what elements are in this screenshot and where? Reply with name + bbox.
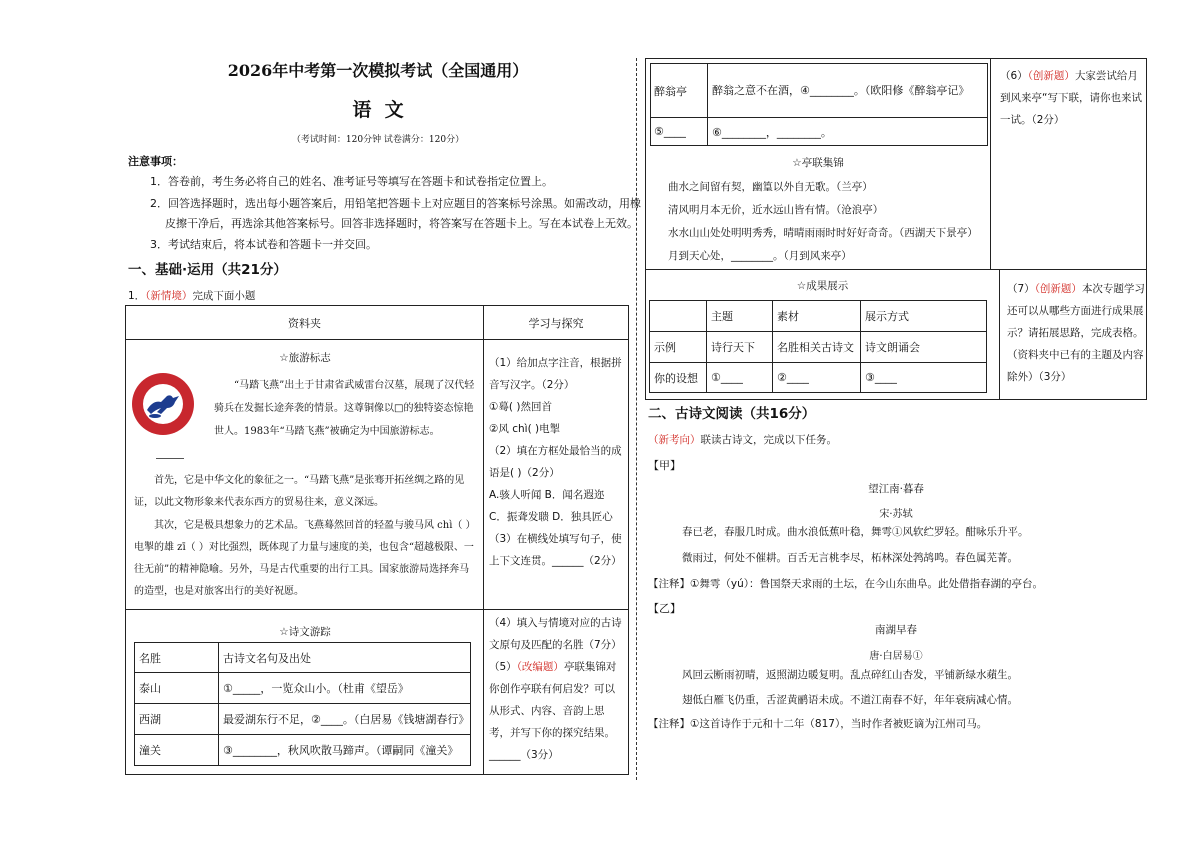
ting-block: [645, 58, 1147, 270]
notice-item-3: 3．考试结束后，将本试卷和答题卡一并交回。: [150, 238, 377, 251]
poem-tour-site-3: 潼关: [135, 735, 219, 766]
section2-tag: （新考向）: [648, 434, 701, 446]
task-7-number: （7）: [1007, 283, 1035, 295]
couplet-line-1: 曲水之间留有契，幽篁以外自无歌。（兰亭）: [668, 181, 873, 193]
section2-intro-text: 联读古诗文，完成以下任务。: [700, 434, 837, 446]
task-7[interactable]: [1007, 278, 1145, 388]
notice-item-2-cont: 皮擦干净后，再选涂其他答案标号。回答非选择题时，将答案写在答题卡上。写在本试卷上无效。: [165, 217, 638, 230]
result-header-blank: [650, 301, 707, 332]
travel-para-3: 其次，它是极具想象力的艺术品。飞燕蓦然回首的轻盈与骏马风 chì（ ）电掣的雄 zī（ ）对比强烈，既体现了力量与速度的美，也包含“超越极限、一往无前”的精神隐喻。另外，马是古代重要的出行工具。国家旅游局选择奔马的造型，也是对旅客出行的美好祝愿。: [134, 520, 476, 597]
couplet-line-4[interactable]: 月到天心处，________。（月到风来亭）: [668, 250, 852, 262]
task-2-options-ab: A.骇人听闻 B．闻名遐迩: [489, 489, 605, 501]
result-header-material: 素材: [773, 301, 861, 332]
couplet-line-2: 清风明月本无价，近水远山皆有情。（沧浪亭）: [668, 204, 884, 216]
section1-title: 一、基础·运用（共21分）: [128, 262, 287, 278]
yi-author: 唐·白居易①: [869, 651, 923, 662]
ting-site-1: 醉翁亭: [651, 64, 708, 118]
notice-label: 注意事项：: [128, 155, 183, 168]
task-6-tag: （创新题）: [1027, 70, 1075, 82]
poem-tour-site-1: 泰山: [135, 673, 219, 704]
q1-stem: [128, 288, 255, 303]
jia-line-2: 微雨过，何处不催耕。百舌无言桃李尽，柘林深处鹁鸪鸣。春色属芜菁。: [682, 552, 1018, 564]
exam-info: （考试时间：120分钟 试卷满分：120分）: [291, 135, 465, 145]
travel-para-2: 首先，它是中华文化的象征之一。“马踏飞燕”是张骞开拓丝绸之路的见证，以此文物形象来代表东西方的贸易往来，意义深远。: [134, 475, 465, 508]
result-idea-method[interactable]: ③____: [861, 363, 987, 393]
result-header-theme: 主题: [707, 301, 773, 332]
task-1b[interactable]: ②风 chì( )电掣: [489, 423, 561, 435]
q1-number: 1．: [128, 290, 146, 302]
task-5-number: （5）: [489, 661, 517, 673]
task-3[interactable]: （3）在横线处填写句子，使上下文连贯。______（2分）: [489, 533, 622, 567]
col-header-materials: 资料夹: [126, 306, 484, 340]
result-example-material: 名胜相关古诗文: [773, 332, 861, 363]
yi-title: 南湖早春: [875, 624, 917, 636]
task-5[interactable]: [489, 656, 623, 766]
tasks-bottom-cell: [484, 610, 628, 774]
travel-logo-cell: [126, 340, 484, 610]
tasks-top-cell: [484, 340, 628, 610]
task-1a[interactable]: ①蓦( )然回首: [489, 401, 552, 413]
poem-tour-site-2: 西湖: [135, 704, 219, 735]
task-2-options-cd: C．振聋发聩 D．独具匠心: [489, 511, 613, 523]
notice-item-1: 1．答卷前，考生务必将自己的姓名、准考证号等填写在答题卡和试卷指定位置上。: [150, 175, 553, 188]
ting-quote-1[interactable]: 醉翁之意不在酒，④________。（欧阳修《醉翁亭记》: [708, 64, 988, 118]
poem-tour-quote-2[interactable]: 最爱湖东行不足，②____。（白居易《钱塘湖春行》: [219, 704, 471, 735]
travel-title: ☆旅游标志: [279, 352, 331, 364]
ting-site-2[interactable]: ⑤____: [651, 118, 708, 146]
page-divider: [636, 58, 637, 780]
task-6-text: 大家尝试给月到风来亭“写下联，请你也来试一试。（2分）: [1000, 70, 1142, 126]
jia-title: 望江南·暮春: [868, 483, 924, 495]
col-header-study: 学习与探究: [484, 306, 628, 340]
result-idea-material[interactable]: ②____: [773, 363, 861, 393]
result-block: [645, 270, 1147, 400]
exam-title: 2026年中考第一次模拟考试（全国通用）: [227, 61, 529, 80]
poem-tour-header-quote: 古诗文名句及出处: [219, 643, 471, 673]
ting-quote-2[interactable]: ⑥________，________。: [708, 118, 988, 146]
yi-line-2: 翅低白雁飞仍重，舌涩黄鹂语未成。不道江南春不好，年年衰病减心情。: [682, 694, 1018, 706]
result-example-theme: 诗行天下: [707, 332, 773, 363]
task-6-number: （6）: [1000, 70, 1028, 82]
notice-item-2: 2．回答选择题时，选出每小题答案后，用铅笔把答题卡上对应题目的答案标号涂黑。如需改动，用橡: [150, 197, 641, 210]
jia-author: 宋·苏轼: [879, 509, 913, 520]
material-table: [125, 305, 629, 775]
result-right-divider: [999, 270, 1000, 399]
ting-right-divider: [990, 59, 991, 269]
result-example-method: 诗文朗诵会: [861, 332, 987, 363]
task-5-text: 亭联集锦对你创作亭联有何启发？可以从形式、内容、音韵上思考，并写下你的探究结果。______（3分）: [489, 661, 617, 761]
task-7-text: 本次专题学习还可以从哪些方面进行成果展示？请拓展思路，完成表格。（资料夹中已有的主题及内容除外）（3分）: [1007, 283, 1145, 383]
task-7-tag: （创新题）: [1034, 283, 1082, 295]
task-2: （2）填在方框处最恰当的成语是( )（2分）: [489, 445, 622, 479]
couplet-line-3: 水水山山处处明明秀秀，晴晴雨雨时时好好奇奇。（西湖天下景亭）: [668, 227, 978, 239]
q1-text: 完成下面小题: [192, 290, 256, 302]
jia-label: 【甲】: [648, 459, 681, 472]
task-1: （1）给加点字注音，根据拼音写汉字。（2分）: [489, 357, 622, 391]
section2-title: 二、古诗文阅读（共16分）: [648, 406, 816, 422]
poem-tour-header-site: 名胜: [135, 643, 219, 673]
result-idea-label: 你的设想: [650, 363, 707, 393]
task-5-tag: （改编题）: [516, 661, 564, 673]
jia-note: 【注释】①舞雩（yú）：鲁国祭天求雨的土坛，在今山东曲阜。此处借指春湖的亭台。: [648, 578, 1044, 590]
yi-label: 【乙】: [648, 602, 681, 615]
travel-para-1: “马踏飞燕”出土于甘肃省武威雷台汉墓，展现了汉代轻骑兵在发掘长途奔袭的情景。这尊铜像以□的独特姿态惊艳世人。1983年“马踏飞燕”被确定为中国旅游标志。: [214, 380, 475, 437]
couplet-title: ☆亭联集锦: [792, 157, 844, 169]
yi-note: 【注释】①这首诗作于元和十二年（817），当时作者被贬谪为江州司马。: [648, 718, 988, 730]
poem-tour-table: [134, 642, 471, 766]
ting-table: [650, 63, 988, 146]
result-table: [649, 300, 987, 393]
result-header-method: 展示方式: [861, 301, 987, 332]
jia-line-1: 春已老，春服几时成。曲水浪低蕉叶稳，舞雩①风软纻罗轻。酣咏乐升平。: [682, 526, 1029, 538]
result-example-label: 示例: [650, 332, 707, 363]
poem-tour-quote-3[interactable]: ③________，秋风吹散马蹄声。（谭嗣同《潼关》: [219, 735, 471, 766]
result-idea-theme[interactable]: ①____: [707, 363, 773, 393]
subject-title: 语 文: [352, 99, 404, 121]
logo-caption-line: [156, 458, 184, 459]
yi-line-1: 风回云断雨初晴，返照湖边暖复明。乱点碎红山杏发，平铺新绿水蘋生。: [682, 669, 1018, 681]
task-6[interactable]: [1000, 65, 1142, 131]
poem-tour-cell: [126, 610, 484, 774]
section2-intro: [648, 432, 837, 447]
result-title: ☆成果展示: [796, 280, 849, 292]
china-tourism-logo: [131, 372, 195, 436]
poem-tour-quote-1[interactable]: ①_____，一览众山小。（杜甫《望岳》: [219, 673, 471, 704]
task-4: （4）填入与情境对应的古诗文原句及匹配的名胜（7分）: [489, 617, 622, 651]
q1-tag: （新情境）: [145, 290, 193, 302]
poem-tour-title: ☆诗文游踪: [279, 626, 331, 638]
